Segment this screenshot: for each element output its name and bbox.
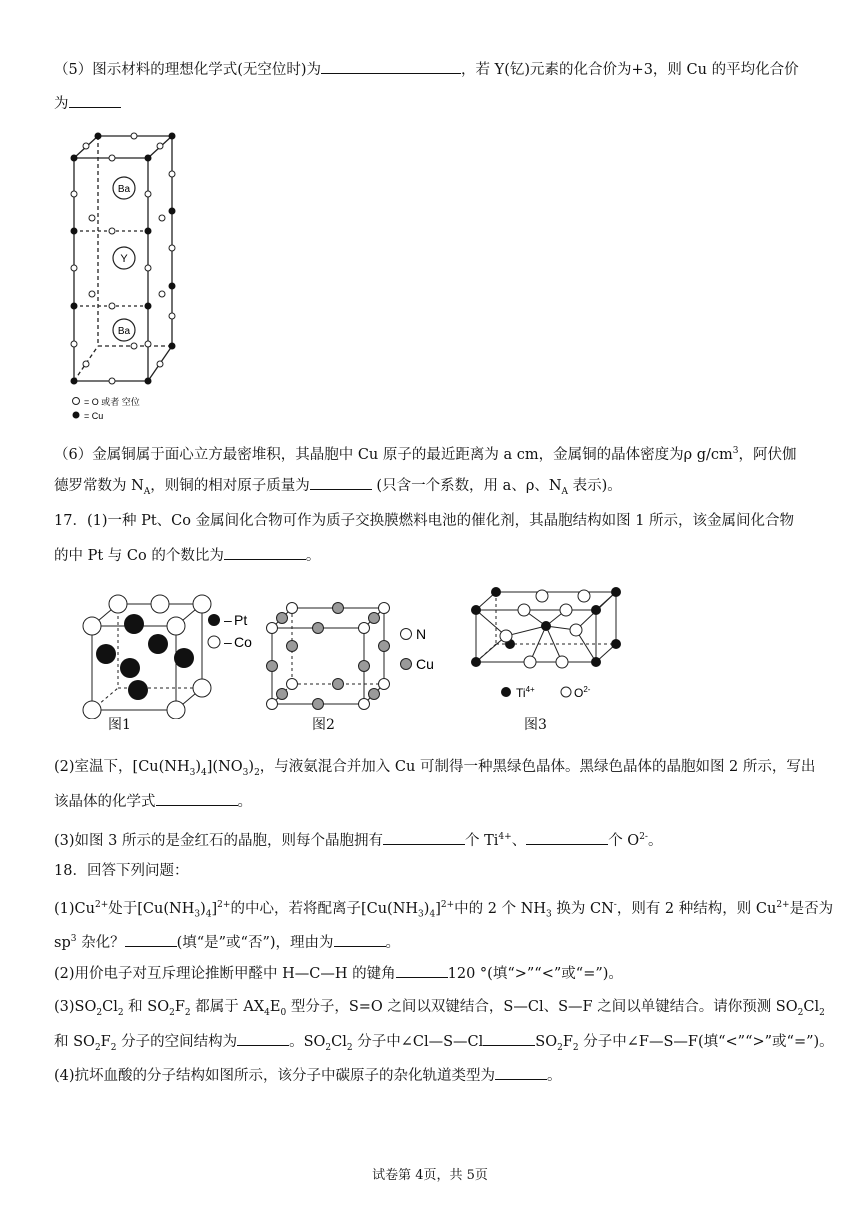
q16-5-text-b: ，若 Y(钇)元素的化合价为+3，则 Cu 的平均化合价	[461, 62, 799, 78]
answer-blank[interactable]	[156, 790, 238, 806]
legend-ti-text: Ti	[516, 686, 526, 700]
q18-1-line2: $sp^3$ 杂化？ (填“是”或“否”)，理由为 。	[54, 928, 820, 954]
legend-cu: = Cu	[84, 411, 104, 421]
text: (4)抗坏血酸的分子结构如图所示，该分子中碳原子的杂化轨道类型为	[54, 1068, 496, 1084]
text: E	[269, 999, 281, 1015]
text: 是否为	[789, 900, 834, 917]
period: 。	[647, 832, 663, 849]
answer-blank[interactable]	[310, 474, 372, 490]
ba-label-bottom: Ba	[117, 326, 131, 337]
sub: A	[561, 486, 569, 497]
sup: 3	[732, 446, 739, 456]
text: 杂化？	[76, 934, 125, 951]
text: ](NO	[206, 759, 243, 775]
text: (2)室温下，[Cu(NH	[54, 759, 190, 775]
q18-2-line	[54, 962, 820, 985]
q16-6-line2	[54, 474, 820, 503]
q16-6-text-b3: (只含一个系数，用 a、ρ、N	[371, 478, 562, 494]
sup: 2-	[639, 832, 648, 842]
answer-blank[interactable]	[224, 544, 306, 560]
q16-6-text-b1: 德罗常数为 N	[54, 478, 144, 494]
q17-1-line2	[54, 544, 820, 567]
text: 、	[511, 832, 527, 849]
q18-3-line1: $(3)SO_2Cl_2$ 和 $SO_2F_2$ 都属于 $AX_4E_0$ 型分子，S=O 之间以双键结合，S—Cl、S—F 之间以单键结合。请你预测 $SO_2Cl_2$	[54, 999, 825, 1018]
answer-blank[interactable]	[495, 1064, 547, 1080]
text: 和 SO	[54, 1034, 95, 1050]
ba-label-top: Ba	[117, 184, 131, 195]
text: sp	[54, 934, 71, 951]
legend-o-sup: 2-	[583, 685, 591, 694]
q18-title	[54, 860, 820, 882]
q17-1-text: 17．(1)一种 Pt、Co 金属间化合物可作为质子交换膜燃料电池的催化剂，其晶胞结构如图 1 所示，该金属间化合物	[54, 513, 795, 529]
q16-6-line1	[54, 440, 820, 466]
answer-blank[interactable]	[483, 1030, 535, 1046]
ybacuo-unit-cell-figure	[62, 126, 222, 426]
text: ，与液氨混合并加入 Cu 可制得一种黑绿色晶体。黑绿色晶体的晶胞如图 2 所示，写出	[259, 759, 816, 775]
legend-co: Co	[234, 634, 252, 650]
text: SO	[535, 1034, 558, 1050]
y-label: Y	[120, 253, 128, 265]
text: Cl	[102, 999, 118, 1015]
text: F	[174, 999, 185, 1015]
text: 120 °(填“>”“<”或“=”)。	[447, 966, 623, 982]
answer-blank[interactable]	[321, 58, 461, 74]
q17-1-line1	[54, 510, 820, 532]
answer-blank[interactable]	[237, 1030, 289, 1046]
text: (2)用价电子对互斥理论推断甲醛中 H—C—H 的键角	[54, 966, 396, 982]
q17-2-line2	[54, 790, 820, 813]
answer-blank[interactable]	[69, 92, 121, 108]
legend-ti	[516, 685, 535, 700]
period: 。	[385, 934, 401, 951]
text: (3)SO	[54, 999, 97, 1015]
text: 个 Ti	[464, 832, 499, 849]
period: 。	[237, 794, 252, 810]
text: (填“是”或“否”)，理由为	[176, 934, 334, 951]
text: 个 O	[608, 832, 640, 849]
q18-3-line2: 和 $SO_2F_2$ 分子的空间结构为 。$SO_2Cl_2$ 分子中∠Cl—S—Cl $SO_2F_2$ 分子中∠F—S—F(填“<”“>”或“=”)。	[54, 1030, 820, 1059]
q16-5-line1	[54, 58, 820, 81]
text: ，则有 2 种结构，则 Cu	[616, 900, 777, 917]
text: 和 SO	[123, 999, 170, 1015]
text: 分子的空间结构为	[116, 1034, 238, 1050]
figure-1-caption: 图1	[108, 717, 131, 733]
period: 。	[305, 548, 321, 564]
text: )	[195, 759, 202, 775]
q16-5-text: （5）图示材料的理想化学式(无空位时)为	[54, 62, 322, 78]
figure-2-cu3n-cell	[262, 600, 442, 715]
legend-o: = O 或者 空位	[84, 397, 140, 407]
figure-3-rutile-cell	[466, 584, 636, 706]
q16-6-text-end: ，阿伏伽	[738, 446, 797, 463]
text: (3)如图 3 所示的是金红石的晶胞，则每个晶胞拥有	[54, 832, 383, 849]
q16-5-line2	[54, 92, 820, 115]
answer-blank[interactable]	[383, 829, 465, 845]
q17-1-text-b: 的中 Pt 与 Co 的个数比为	[54, 548, 224, 564]
q16-6-text: （6）金属铜属于面心立方最密堆积，其晶胞中 Cu 原子的最近距离为 a cm，金属铜的晶体密度为ρ g/cm	[54, 446, 733, 463]
text: 。SO	[289, 1034, 326, 1050]
page-footer: 试卷第 4页，共 5页	[372, 1168, 488, 1183]
legend-ti-sup: 4+	[525, 685, 535, 694]
answer-blank[interactable]	[334, 931, 386, 947]
q17-2-line1: (2)室温下，$[Cu(NH_3)_4](NO_3)_2$，与液氨混合并加入 Cu 可制得一种黑绿色晶体。黑绿色晶体的晶胞如图 2 所示，写出	[54, 759, 816, 778]
q16-5-text-c: 为	[54, 96, 69, 112]
answer-blank[interactable]	[396, 962, 448, 978]
q17-3-line	[54, 826, 820, 852]
legend-pt: Pt	[234, 612, 248, 628]
figure-1-pt-co-cell	[78, 594, 278, 719]
legend-o	[574, 685, 591, 700]
text: (1)Cu	[54, 900, 95, 917]
svg-text:–: –	[224, 612, 232, 628]
text: )	[200, 900, 206, 917]
legend-o-text: O	[574, 686, 584, 700]
answer-blank[interactable]	[125, 931, 177, 947]
figure-3-caption: 图3	[524, 717, 547, 733]
q18-1-line1: $(1)Cu^{2+}$处于$[Cu(NH_3)_4]^{2+}$的中心，若将配离子$[Cu(NH_3)_4]^{2+}$中的 2 个 $NH_3$ 换为 CN-，则有 2 种结构，则 $Cu^{2+}$是否为	[54, 900, 834, 920]
svg-text:–: –	[224, 634, 232, 650]
text: 分子中∠F—S—F(填“<”“>”或“=”)。	[578, 1034, 834, 1050]
text: 都属于 AX	[190, 999, 265, 1015]
text: 18．回答下列问题：	[54, 863, 189, 879]
sup: 4+	[498, 832, 512, 842]
text: 型分子，S=O 之间以双键结合，S—Cl、S—F 之间以单键结合。请你预测 SO	[286, 999, 798, 1015]
text: 中的 2 个 NH	[454, 900, 547, 917]
text: 的中心，若将配离子[Cu(NH	[230, 900, 419, 917]
text: ]	[211, 900, 218, 917]
sub: A	[143, 486, 151, 497]
legend-cu: Cu	[416, 656, 434, 672]
period: 。	[547, 1068, 562, 1084]
text: )	[248, 759, 255, 775]
text: 处于[Cu(NH	[108, 900, 195, 917]
q16-6-text-b2: ，则铜的相对原子质量为	[150, 478, 310, 494]
q16-6-text-b4: 表示)。	[568, 478, 622, 494]
q18-4-line	[54, 1064, 820, 1087]
legend-n: N	[416, 626, 427, 642]
answer-blank[interactable]	[526, 829, 608, 845]
text: 换为 CN	[551, 900, 614, 917]
text: 分子中∠Cl—S—Cl	[352, 1034, 484, 1050]
figure-2-caption: 图2	[312, 717, 335, 733]
text: 该晶体的化学式	[54, 794, 156, 810]
